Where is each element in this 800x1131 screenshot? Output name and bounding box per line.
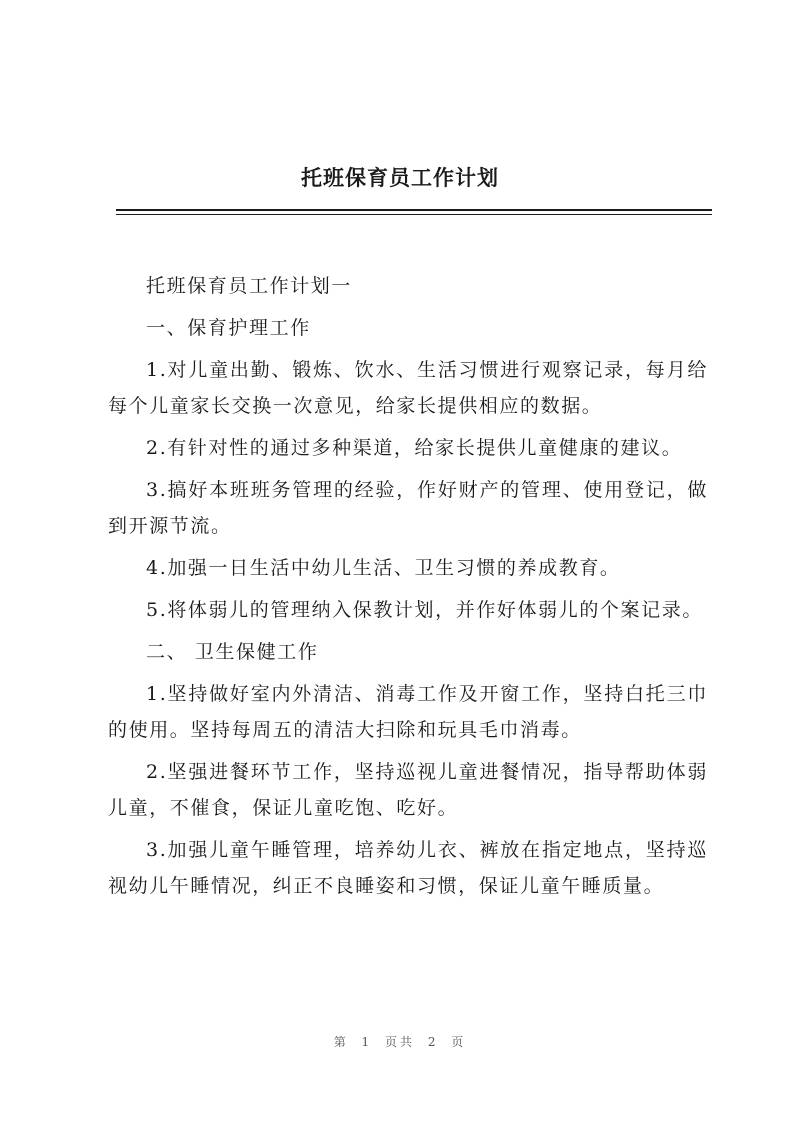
section-heading-1: 一、保育护理工作 [146, 317, 311, 339]
title-rule-thick [116, 209, 712, 211]
paragraph: 3.搞好本班班务管理的经验，作好财产的管理、使用登记，做到开源节流。 [108, 479, 708, 537]
paragraph: 5.将体弱儿的管理纳入保教计划，并作好体弱儿的个案记录。 [146, 599, 703, 621]
title-rule-thin [116, 214, 712, 215]
paragraph: 3.加强儿童午睡管理，培养幼儿衣、裤放在指定地点，坚持巡视幼儿午睡情况，纠正不良睡姿和习惯，保证儿童午睡质量。 [108, 839, 708, 897]
document-body [108, 268, 708, 910]
paragraph: 4.加强一日生活中幼儿生活、卫生习惯的养成教育。 [146, 557, 621, 579]
paragraph: 2.有针对性的通过多种渠道，给家长提供儿童健康的建议。 [146, 437, 683, 459]
paragraph: 1.对儿童出勤、锻炼、饮水、生活习惯进行观察记录，每月给每个儿童家长交换一次意见，给家长提供相应的数据。 [108, 359, 708, 417]
paragraph-subtitle: 托班保育员工作计划一 [146, 275, 353, 297]
section-heading-2: 二、 卫生保健工作 [146, 641, 319, 663]
document-title: 托班保育员工作计划 [301, 166, 499, 190]
paragraph: 2.坚强进餐环节工作，坚持巡视儿童进餐情况，指导帮助体弱儿童，不催食，保证儿童吃饱、吃好。 [108, 761, 708, 819]
paragraph: 1.坚持做好室内外清洁、消毒工作及开窗工作，坚持白托三巾的使用。坚持每周五的清洁大扫除和玩具毛巾消毒。 [108, 683, 708, 741]
page-footer: 第 1 页共 2 页 [333, 1035, 467, 1049]
